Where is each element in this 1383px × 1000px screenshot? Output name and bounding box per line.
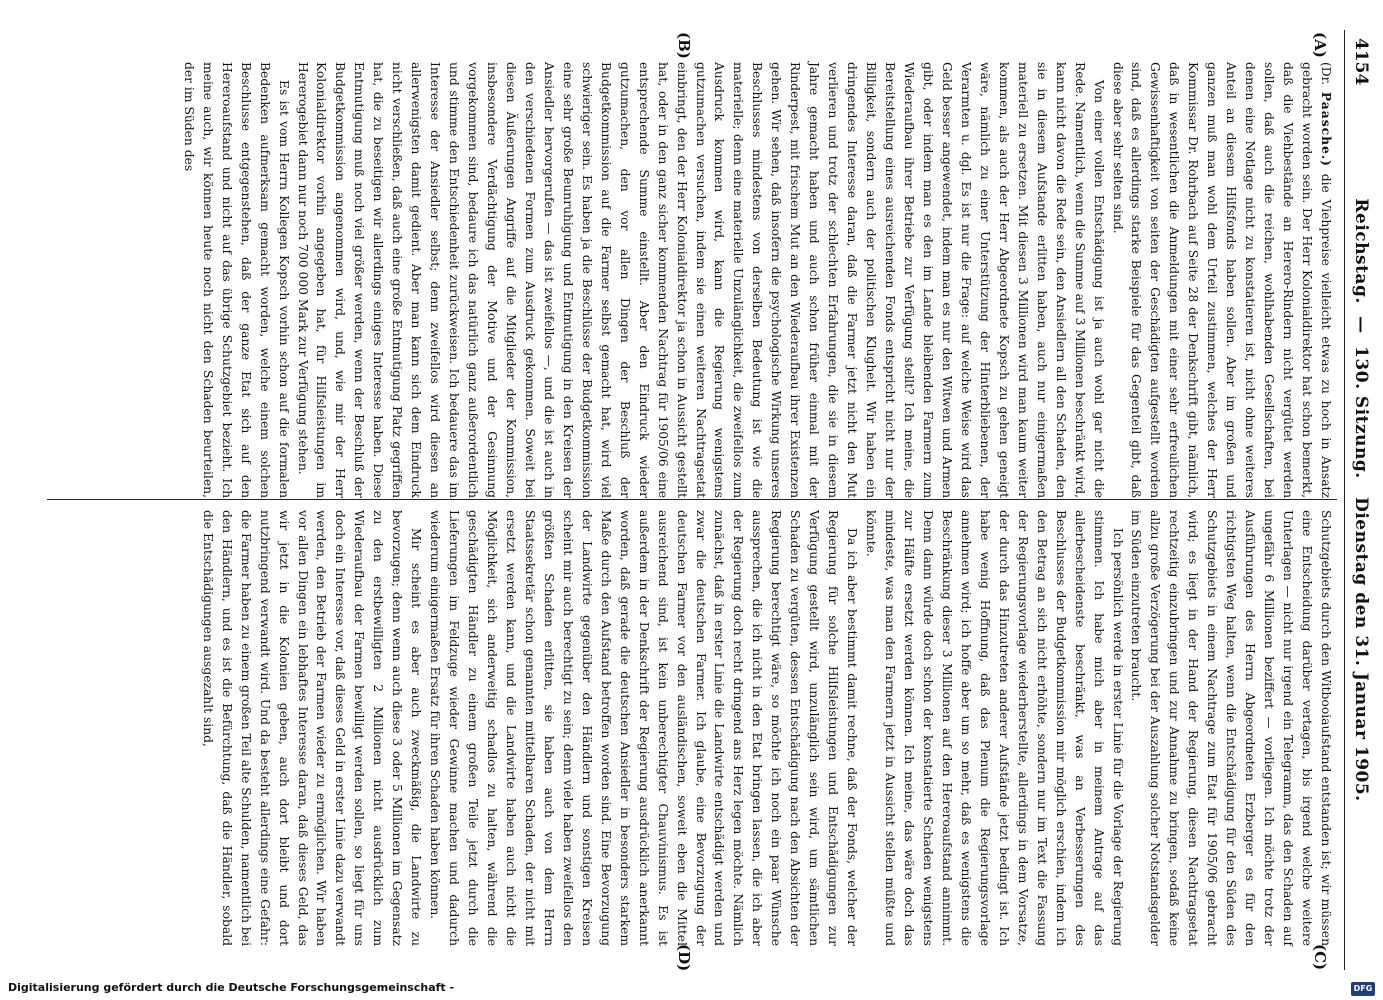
- dfg-logo: DFG: [1351, 982, 1375, 996]
- right-paragraph-2: Ich persönlich werde in erster Linie für die Vorlage der Regierung stimmen. Ich habe mich aber in meinem Antrage auf das allerbescheidenste beschränkt, was an Verbesserungen des Beschlusses der Budgetkommission mir möglich erschien, indem ich den Betrag an sich nicht erhöhte, sondern nur im Text die Fassung der Regierungsvorlage wiederherstellte, allerdings in dem Vorsatze, der durch das Hinzutreten anderer Aufstände jetzt bedingt ist. Ich habe wenig Hoffnung, daß das Plenum die Regierungsvorlage annehmen wird; ich hoffe aber um so mehr, daß es wenigstens die Beschränkung dieser 3 Millionen auf den Hereroaufstand annimmt. Denn dann würde doch schon der konstatierte Schaden wenigstens zur Hälfte ersetzt werden können. Ich meine, das wäre doch das mindeste, was man den Farmern jetzt in Aussicht stellen müßte und könnte.: [864, 510, 1125, 946]
- page-header: [1344, 30, 1375, 970]
- digitization-note: Digitalisierung gefördert durch die Deutsche Forschungsgemeinschaft -: [8, 981, 455, 994]
- title-separator: —: [1351, 316, 1371, 334]
- left-column: [35, 62, 1335, 498]
- chamber-name: Reichstag.: [1351, 198, 1371, 304]
- session-number: 130. Sitzung.: [1351, 346, 1371, 479]
- right-column: [200, 510, 1335, 946]
- left-paragraph-1-text: die Viehpreise vielleicht etwas zu hoch in Ansatz gebracht worden sein. Der Herr Kolonialdirektor hat schon bemerkt, daß die Viehbestände an Herero-Rindern nicht vergütet werden sollen, daß auch die reichen, wohlhabenden Gesellschaften, bei denen eine Notlage nicht zu konstatieren ist, nicht ohne weiteres Anteil an diesem Hilfsfonds haben sollen. Aber im großen und ganzen muß man wohl dem Urteil zustimmen, welches der Herr Kommissar Dr. Rohrbach auf Seite 28 der Denkschrift gibt, nämlich, daß in wesentlichen die Anmeldungen mit einer sehr erfreulichen Gewissenhaftigkeit von seiten der Geschädigten aufgestellt worden sind, daß es allerdings starke Beispiele für das Gegenteil gibt, daß diese aber sehr selten sind.: [1110, 62, 1333, 498]
- margin-marker-d: (D): [675, 944, 693, 972]
- speaker-name: Paasche.): [1319, 91, 1334, 167]
- right-paragraph-4: Mir scheint es aber auch zweckmäßig, die Landwirte zu bevorzugen; denn wenn auch diese 3 oder 5 Millionen im Gegensatz zu den erstbewilligten 2 Millionen nicht ausdrücklich zum Wiederaufbau der Farmen bewilligt werden sollen, so liegt für uns doch ein Interesse vor, daß dieses Geld in erster Linie dazu verwandt werden, den Betrieb der Farmen wieder zu ermöglichen. Wir haben vor allen Dingen ein lebhaftes Interesse daran, daß dieses Geld, das wir jetzt in die Kolonien geben, auch dort bleibt und dort nutzbringend verwandt wird. Und da besteht allerdings eine Gefahr: die Farmer haben zu einem großen Teil alte Schulden, namentlich bei den Händlern, und es ist die Befürchtung, daß die Händler, sobald die Entschädigungen ausgezahlt sind,: [200, 510, 424, 946]
- column-divider: [47, 499, 1337, 500]
- session-date: Dienstag den 31. Januar 1905.: [1351, 497, 1371, 802]
- left-paragraph-2: Von einer vollen Entschädigung ist ja auch wohl gar nicht die Rede. Namentlich, wenn die Summe auf 3 Millionen beschränkt wird, kann nicht davon die Rede sein, den Ansiedlern all den Schaden, den sie in diesem Aufstande erlitten haben, auch nur einigermaßen materiell zu ersetzen. Mit diesen 3 Millionen wird man kaum weiter kommen, als auch der Herr Abgeordnete Kopsch zu gehen geneigt wäre, nämlich zu einer Unterstützung der Hinterbliebenen, der Verarmten u. dgl. Es ist nur die Frage: auf welche Weise wird das Geld besser angewendet, indem man es nur den Witwen und Armen gibt, oder indem man es den im Lande bleibenden Farmern zum Wiederaufbau ihrer Betriebe zur Verfügung stellt? Ich meine, die Bereitstellung eines ausreichenden Fonds entspricht nicht nur der Billigkeit, sondern auch der politischen Klugheit. Wir haben ein dringendes Interesse daran, daß die Farmer jetzt nicht den Mut verlieren und trotz der schlechten Erfahrungen, die sie in diesem Jahre gemacht haben und auch schon früher einmal mit der Rinderpest, mit frischem Mut an den Wiederaufbau ihrer Existenzen gehen. Wir sehen, daß insofern die psychologische Wirkung unseres Beschlusses mindestens von derselben Bedeutung ist wie die materielle; denn eine materielle Unzulänglichkeit, die zweifellos zum Ausdruck kommen wird, kann die Regierung wenigstens gutzumachen versuchen, indem sie einen weiteren Nachtragsetat einbringt, den der Herr Kolonialdirektor ja schon in Aussicht gestellt hat, oder in den ganz sicher kommenden Nachtrag für 1905/06 eine entsprechende Summe einstellt. Aber den Eindruck wieder gutzumachen, den vor allen Dingen der Beschluß der Budgetkommission auf die Farmer selbst gemacht hat, wird viel schwieriger sein. Es haben ja die Beschlüsse der Budgetkommission eine sehr große Beunruhigung und Entmutigung in den Kreisen der Ansiedler hervorgerufen — das ist zweifellos —, und die ist auch in den verschiedenen Formen zum Ausdruck gekommen. Soweit bei diesen Äußerungen Angriffe auf die Mitglieder der Kommission, insbesondere Verdächtigung der Motive und der Gesinnung vorgekommen sind, bedaure ich das natürlich ganz außerordentlich und stimme den Entschiedenheit zurückweisen. Ich bedauere das im Interesse der Ansiedler selbst; denn zweifellos wird diesen an allerwenigsten damit gedient. Aber man kann sich dem Eindruck nicht verschließen, daß auch eine große Entmutigung Platz gegriffen hat, die zu beseitigen wir allerdings einiges Interesse haben. Diese Entmutigung muß noch viel größer werden, wenn der Beschluß der Budgetkommission angenommen wird, und, wie mir der Herr Kolonialdirektor vorhin angegeben hat, für Hilfsleistungen im Hererogebiet dann nur noch 700 000 Mark zur Verfügung stehen.: [295, 62, 1106, 498]
- margin-marker-c: (C): [1311, 944, 1329, 971]
- page-number: 4154: [1351, 38, 1371, 86]
- right-paragraph-1: Schutzgebiets durch den Witbooiaufstand entstanden ist; wir müssen eine Entscheidung darüber vertagen, bis irgend welche weitere Unterlagen — nicht nur irgend ein Telegramm, das den Schaden auf ungefähr 6 Millionen beziffert — vorliegen. Ich möchte trotz der Ausführungen des Herrn Abgeordneten Erzberger es für den richtigsten Weg halten, wenn die Entschädigung für den Süden des Schutzgebiets in einem Nachtrage zum Etat für 1905/06 gebracht wird; es liegt in der Hand der Regierung, diesen Nachtragsetat rechtzeitig einzubringen und zur Annahme zu bringen, sodaß keine allzu große Verzögerung bei der Auszahlung solcher Notstandsgelder im Süden einzutreten braucht.: [1129, 510, 1333, 946]
- margin-marker-b: (B): [675, 32, 693, 59]
- margin-marker-a: (A): [1311, 32, 1329, 58]
- left-paragraph-1: [1108, 62, 1335, 498]
- right-paragraph-3: Da ich aber bestimmt damit rechne, daß der Fonds, welcher der Regierung für solche Hilfsleistungen und Entschädigungen zur Verfügung gestellt wird, unzulänglich sein wird, um sämtlichen Schaden zu vergüten, dessen Entschädigung nach den Absichten der Regierung berechtigt wäre, so möchte ich noch ein paar Wünsche aussprechen, die ich nicht in den Etat bringen lassen, die ich aber der Regierung doch recht dringend ans Herz legen möchte. Nämlich zunächst, daß in erster Linie die Landwirte entschädigt werden und zwar die deutschen Farmer. Ich glaube, eine Bevorzugung der deutschen Farmer vor den ausländischen, soweit eben die Mittel ausreichend sind, ist kein unberechtigter Chauvinismus. Es ist außerdem in der Denkschrift der Regierung ausdrücklich anerkannt worden, daß gerade die deutschen Ansiedler in besonders starkem Maße durch den Aufstand betroffen worden sind. Eine Bevorzugung der Landwirte gegenüber den Händlern und sonstigen Kreisen scheint mir auch berechtigt zu sein; denn viele haben zweifellos den größten Schaden erlitten, sie haben auch von dem Herrn Staatssekretär schon genannten mittelbaren Schaden, der nicht mit ersetzt werden kann, und die Landwirte haben auch nicht die Möglichkeit, sich anderweitig schadlos zu halten, während die geschädigten Händler zu einem großen Teile jetzt durch die Lieferungen im Feldzuge wieder Gewinne machen und dadurch wiederum einigermaßen Ersatz für ihren Schaden haben können.: [428, 510, 860, 946]
- left-paragraph-3: Es ist vom Herrn Kollegen Kopsch vorhin schon auf die formalen Bedenken aufmerksam gemacht worden, welche einem solchen Beschlusse entgegenstehen, daß der ganze Etat sich auf den Hereroaufstand und nicht auf das übrige Schutzgebiet bezieht. Ich meine auch, wir können heute noch nicht den Schaden beurteilen, der im Süden des: [181, 62, 291, 498]
- speaker-prefix: (Dr.: [1319, 62, 1333, 86]
- running-title: [1351, 30, 1371, 970]
